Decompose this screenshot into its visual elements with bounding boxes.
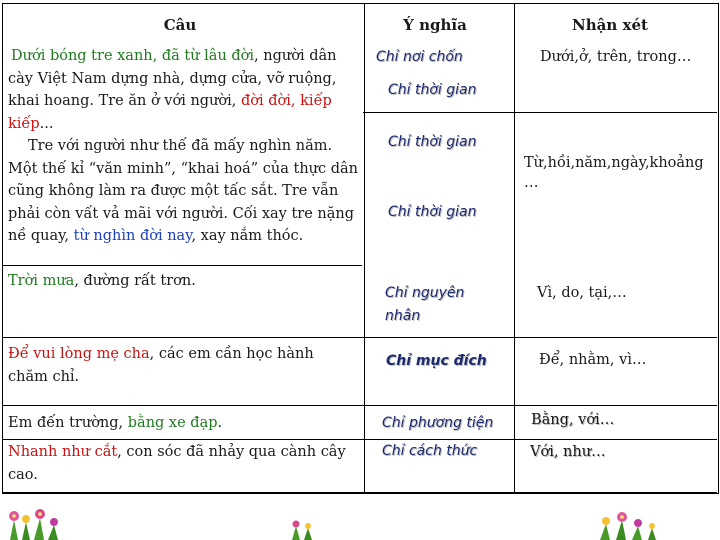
column-divider: [514, 4, 515, 493]
row-divider: [363, 112, 511, 113]
row-divider: [511, 112, 717, 113]
row4-sentence: Em đến trường, bằng xe đạp.: [8, 415, 223, 431]
row-divider: [2, 265, 362, 266]
remark-cause: Vì, do, tại,…: [537, 285, 627, 301]
adverbial-means: bằng xe đạp: [127, 415, 218, 431]
adverbial-manner: Nhanh như cắt: [8, 444, 118, 460]
row2-sentence: Trời mưa, đường rất trơn.: [8, 273, 196, 289]
remark-manner: Với, như…: [530, 444, 606, 460]
remark-time: Từ,hồi,năm,ngày,khoảng …: [524, 155, 704, 191]
row3-sentence: Để vui lòng mẹ cha, các em cần học hành chăm chỉ.: [8, 346, 314, 385]
remark-place: Dưới,ở, trên, trong…: [540, 49, 692, 65]
meaning-time: Chỉ thời gian: [388, 204, 477, 220]
adverbial-purpose: Để vui lòng mẹ cha: [8, 346, 150, 362]
adverbial-place: Dưới bóng tre xanh,: [11, 48, 158, 64]
adverbial-cause: Trời mưa: [8, 273, 75, 289]
column-divider: [364, 4, 365, 493]
row-divider: [2, 337, 717, 338]
row1-passage: Dưới bóng tre xanh, đã từ lâu đời, người dân cày Việt Nam dựng nhà, dựng cửa, vỡ ruộng, khai hoang. Tre ăn ở với người, đời đời, kiếp kiếp... Tre với người như thế đã mấy nghìn năm. Một thế kỉ “văn minh”, “khai hoá” của thực dân cũng không làm ra được một tấc sắt. Tre vẫn phải còn vất vả mãi với người. Cối xay tre nặng nề quay, từ nghìn đời nay, xay nắm thóc.: [8, 48, 359, 244]
meaning-time: Chỉ thời gian: [388, 134, 477, 150]
adverbial-time: đã từ lâu đời: [161, 48, 255, 64]
meaning-place: Chỉ nơi chốn: [376, 49, 463, 65]
meaning-means: Chỉ phương tiện: [382, 415, 494, 431]
flower-group-left: [9, 509, 58, 540]
adverbial-time: từ nghìn đời nay: [73, 228, 192, 244]
row5-sentence: Nhanh như cắt, con sóc đã nhảy qua cành cây cao.: [8, 444, 346, 483]
flower-border-decoration: [0, 492, 720, 540]
meaning-manner: Chỉ cách thức: [382, 443, 478, 459]
header-cau: Câu: [163, 16, 197, 34]
flower-group-center: [292, 521, 312, 540]
meaning-cause: Chỉ nguyên nhân: [385, 285, 465, 324]
adverbial-time: đời đời, kiếp kiếp: [8, 93, 332, 132]
row-divider: [2, 439, 717, 440]
remark-means: Bằng, với…: [531, 412, 615, 428]
header-nhan-xet: Nhận xét: [572, 16, 648, 34]
meaning-time: Chỉ thời gian: [388, 82, 477, 98]
header-y-nghia: Ý nghĩa: [403, 16, 467, 34]
remark-purpose: Để, nhằm, vì…: [539, 352, 647, 368]
row-divider: [2, 405, 717, 406]
meaning-purpose: Chỉ mục đích: [386, 353, 487, 369]
flower-group-right: [600, 512, 656, 540]
